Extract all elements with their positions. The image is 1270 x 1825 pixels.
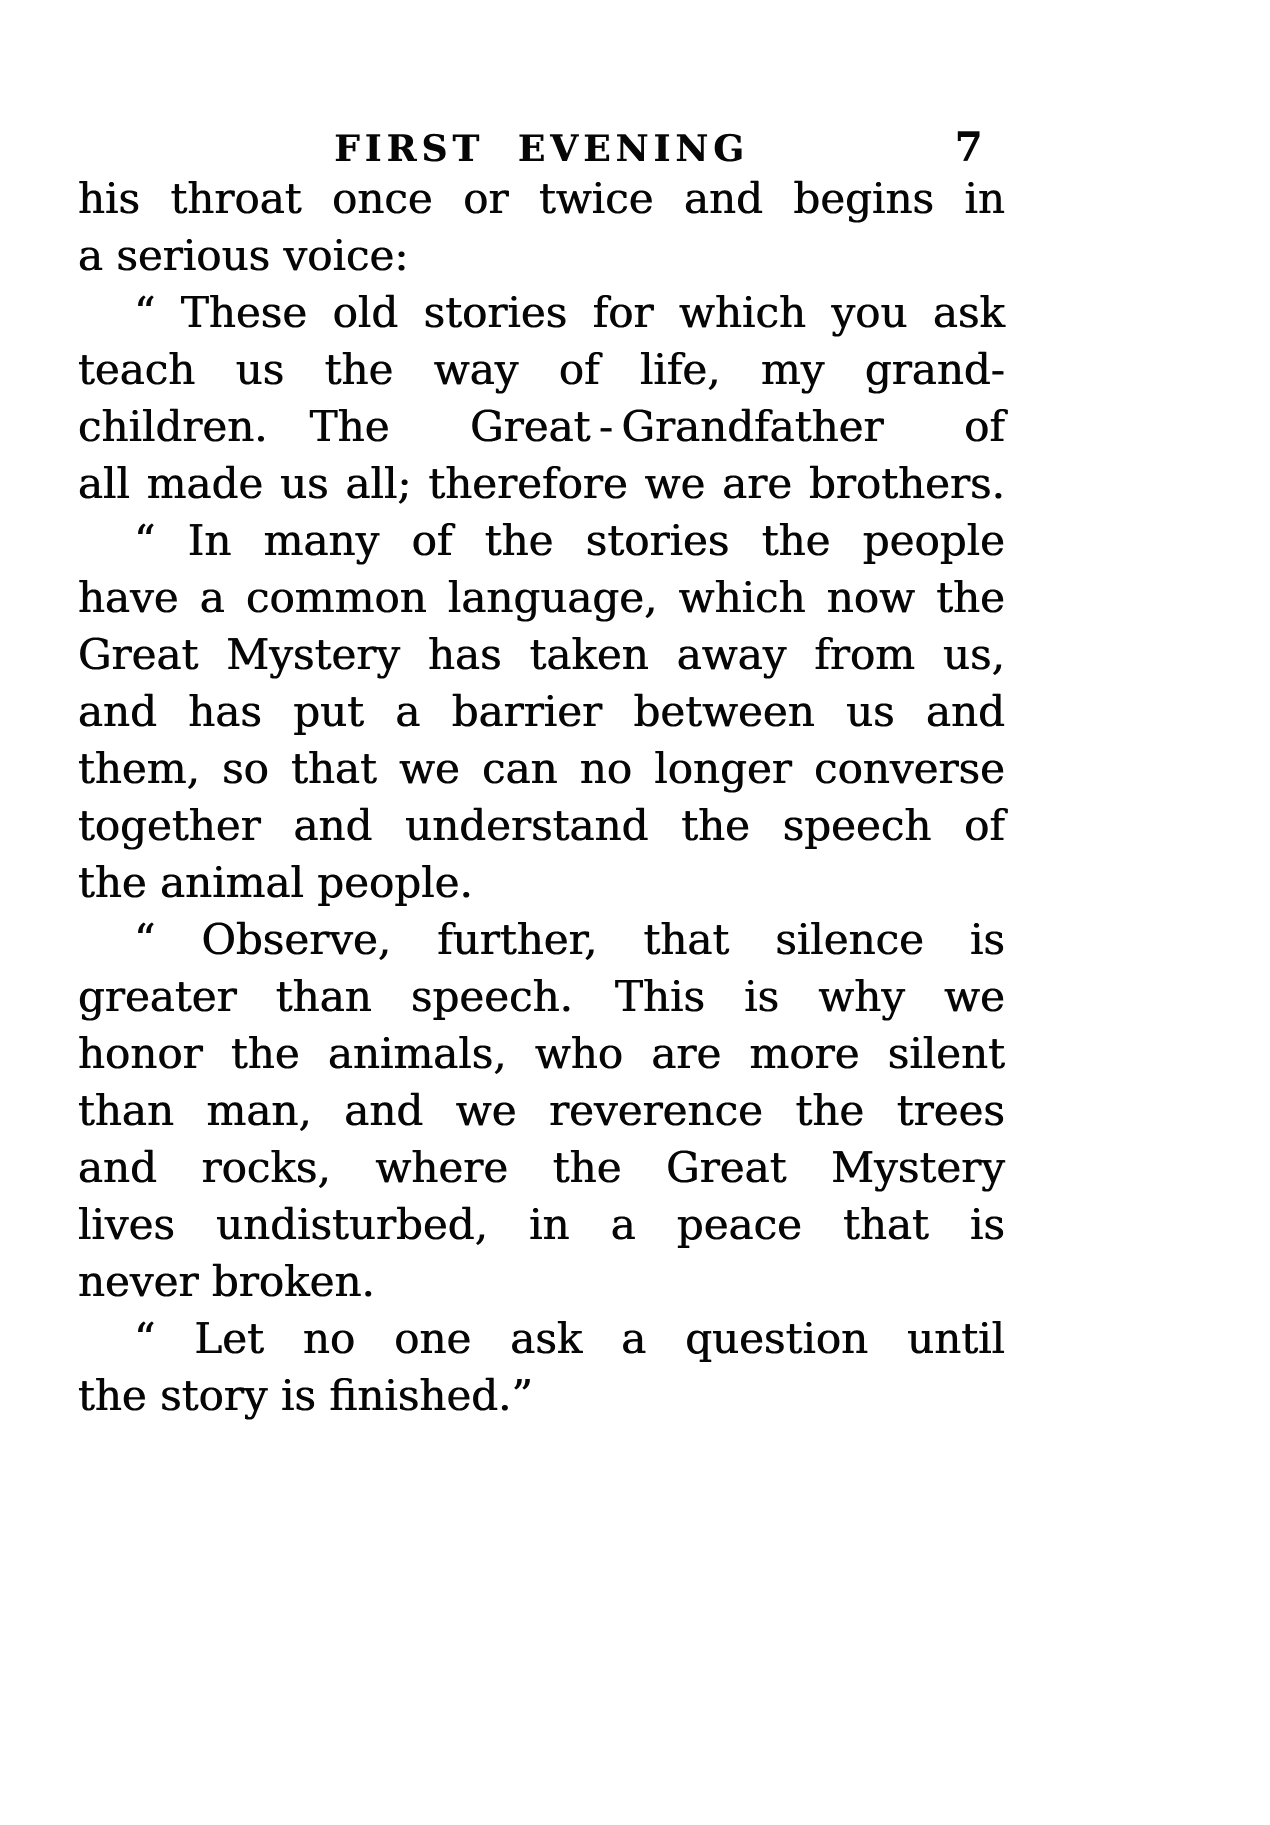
paragraph — [78, 284, 1005, 512]
text-line: “ In many of the stories the people — [134, 516, 1005, 565]
paragraph — [78, 911, 1005, 1310]
page-number: 7 — [954, 124, 984, 171]
text-line: the story is finished.” — [78, 1371, 534, 1420]
text-line: and rocks, where the Great Mystery — [78, 1143, 1005, 1192]
paragraph — [78, 1310, 1005, 1424]
text-line: children. The Great - Grandfather of — [78, 402, 1005, 451]
text-line: honor the animals, who are more silent — [78, 1029, 1005, 1078]
text-line: lives undisturbed, in a peace that is — [78, 1200, 1005, 1249]
text-line: “ Let no one ask a question until — [134, 1314, 1005, 1363]
text-line: the animal people. — [78, 858, 473, 907]
text-line: never broken. — [78, 1257, 375, 1306]
text-line: than man, and we reverence the trees — [78, 1086, 1005, 1135]
body-text — [78, 170, 1005, 1424]
running-head-title: FIRST EVENING — [334, 128, 749, 170]
text-line: all made us all; therefore we are brothers. — [78, 459, 1005, 508]
text-line: a serious voice: — [78, 231, 409, 280]
text-line: together and understand the speech of — [78, 801, 1005, 850]
text-line: have a common language, which now the — [78, 573, 1005, 622]
text-line: greater than speech. This is why we — [78, 972, 1005, 1021]
text-line: his throat once or twice and begins in — [78, 174, 1005, 223]
paragraph — [78, 170, 1005, 284]
text-line: Great Mystery has taken away from us, — [78, 630, 1005, 679]
paragraph — [78, 512, 1005, 911]
text-line: teach us the way of life, my grand- — [78, 345, 1005, 394]
text-line: “ Observe, further, that silence is — [134, 915, 1005, 964]
text-line: them, so that we can no longer converse — [78, 744, 1005, 793]
text-line: “ These old stories for which you ask — [134, 288, 1005, 337]
text-line: and has put a barrier between us and — [78, 687, 1005, 736]
